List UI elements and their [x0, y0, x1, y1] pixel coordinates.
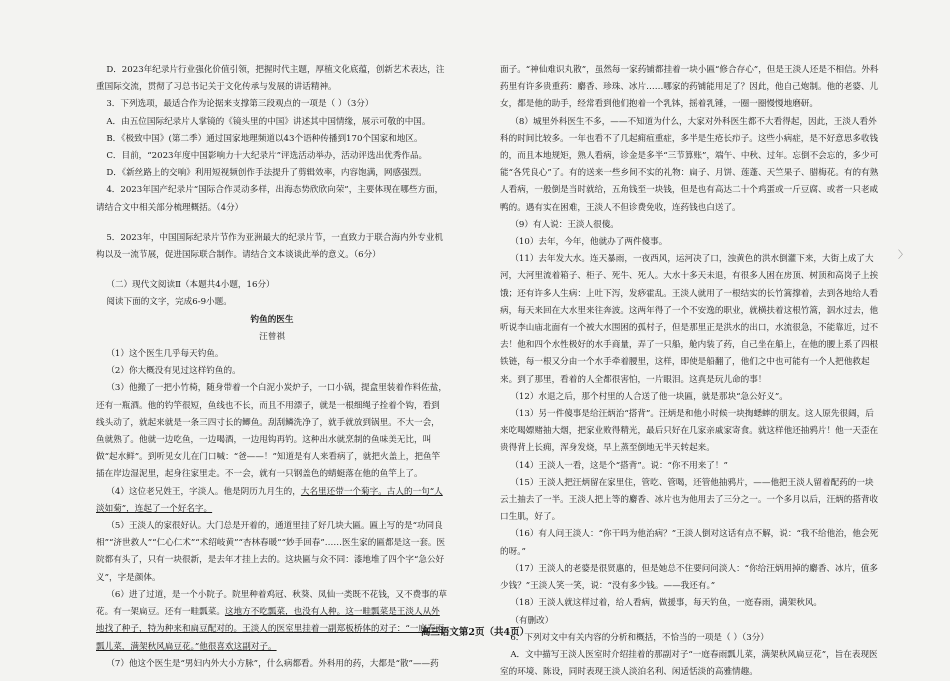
question-3-option-c: C．目前，“2023年度中国影响力十大纪录片”评选活动举办，活动评选出优秀作品。	[106, 151, 428, 162]
passage-paragraph-11: （11）去年发大水。连天暴雨，一夜西风，运河决了口，浊黄色的洪水倒灌下来，大街上成了大河，大河里流着箱子、柜子、死牛、死人。大水十多天未退，有很多人困在房顶、树顶和高岗子上挨饿；还有许多人生病：上吐下泻，发痧霍乱。王淡人就用了一根结实的长竹篙撑着，去到各地给人看病，每天来回在大水里来往奔波。这两年得了一个不安逸的职业，就横扶着这根竹篙，泅水过去，他听说李山庙北面有一个被大水围困的孤村子，但是那里正是洪水的出口，水流很急，不能靠近，过不去！他和四个水性极好的水手商量，弄了一只船，舱内装了药，自己坐在船上，在他的腰上系了四根铁链，每一根又分由一个水手牵着腰里，这样，即使是船翻了，他们之中也可能有一个人把他救起来。到了那里，看着的人全都很害怕，一片眼泪。这真是玩儿命的事！	[500, 254, 879, 385]
right-column	[500, 62, 880, 681]
question-3-option-d: D．《新丝路上的交响》利用短视频创作手法提升了剪辑效率，内容饱满，网感强烈。	[106, 168, 427, 179]
passage-paragraph-6	[96, 587, 448, 656]
passage-paragraph-7: （7）他这个医生是“男妇内外大小方脉”，什么病都看。外科用的药，大都是“散”——药	[106, 658, 439, 669]
question-3: 3．下列选项，最适合作为论据来支撑第三段观点的一项是（ ）（3分）	[106, 99, 374, 110]
passage-paragraph-2: （2）你大概没有见过这样钓鱼的。	[106, 366, 241, 377]
question-3-option-b: B．《极致中国》(第二季）通过国家地理频道以43个语种传播到170个国家和地区。	[106, 133, 423, 144]
paragraph-4-underlined: 大名里还带一个菊字。古人的一句“人淡如菊”，连起了一个好名字。	[96, 486, 443, 514]
passage-paragraph-17: （17）王淡人的老婆是很贤惠的，但是她总不住要问问淡人：“你给汪炳用掉的麝香、冰片，值多少钱？”王淡人笑一笑，说：“没有多少钱。——我还有。”	[500, 563, 878, 592]
paragraph-6-start: （6）进了过道，是一个小院子。院里种着鸡冠、秋葵、凤仙一类既不花钱，又不费事的草花。有一架扁豆。还有一畦瓢菜。	[96, 589, 447, 618]
left-column	[96, 62, 448, 673]
passage-continued: 面子。“神仙难识丸散”，虽然每一家药铺都挂着一块小匾“修合存心”，但是王淡人还是不相信。外科药里有许多贵重药：麝香、珍珠、冰片……哪家的药铺能用足了？因此，他自己炮制。他的老婆、儿女，都是他的助手，经常看到他们抱着一个乳钵，摇着乳锤，一圈一圈慢慢地磨研。	[500, 65, 879, 110]
passage-paragraph-13: （13）另一件傻事是给汪炳治“搭背”。汪炳是和他小时候一块掏蟋蟀的朋友。这人原先很阔，后来吃喝嫖赌抽大烟，把家业败得精光，最后只好在几家亲戚家寄食。就这样他还抽鸦片！他一天歪在贵得背上长痈，浑身发烧，早上蒸至倒地无半天转起来。	[500, 409, 879, 454]
passage-paragraph-15: （15）王淡人把汪炳留在家里住，管吃、管喝，还管他抽鸦片，——他把王淡人留着配药的一块云土抽去了一半。王淡人把上等的麝香、冰片也为他用去了三分之一。一个多月以后，汪炳的搭背收口生肌，好了。	[500, 477, 879, 523]
passage-paragraph-4	[96, 484, 448, 518]
passage-author: 汪曾祺	[259, 331, 285, 342]
passage-paragraph-16: （16）有人问王淡人：“你干吗为他治病？”王淡人倒对这话有点不解，说：“我不给他治，他会死的呀。”	[500, 529, 879, 557]
passage-title: 钓鱼的医生	[250, 314, 294, 325]
question-6-option-a: A．文中描写王淡人医室时介绍挂着的那副对子“一庭春雨瓢儿菜，满架秋风扁豆花”，旨在表现医室的环境、陈设，同时表现王淡人淡泊名利、闲适恬淡的高雅情趣。	[500, 649, 878, 678]
option-d-paragraph: D．2023年纪录片行业强化价值引领，把握时代主题，厚植文化底蕴，创新艺术表达，注重国际交流，贯彻了习总书记关于文化传承与发展的讲话精神。	[96, 65, 445, 93]
section-heading: （二）现代文阅读Ⅱ（本题共4小题，16分）	[106, 280, 275, 291]
paragraph-4-start: （4）这位老兄姓王，字淡人。他是阴历九月生的，	[106, 486, 301, 497]
passage-paragraph-18: （18）王淡人就这样过着，给人看病，做援事，每天钓鱼，一庭春雨，满架秋风。	[510, 598, 823, 609]
passage-paragraph-3: （3）他搬了一把小竹椅，随身带着一个白泥小炭炉子，一口小锅，提盒里装着作料佐盐，还有一瓶酒。他的钓竿很短，鱼线也不长，而且不用漂子，就是一根细绳子拴着个钩，看到线头动了，就起来就是一条三四寸长的鲫鱼。刮刮鳞洗净了，就手就放到锅里。不大一会，鱼就熟了。他就一边吃鱼，一边喝酒，一边甩钩再钓。这种出水就烹制的鱼味美无比，叫做“起水鲜”。到听见女儿在门口喊：“爸——！”知道是有人来看病了，就把火盖上，把鱼竿插在岸边湿泥里，起身往家里走。不一会，就有一只钢盖色的蜻蜓落在他的鱼竿上了。	[96, 383, 447, 480]
source-note: （有删改）	[510, 615, 554, 626]
question-4: 4．2023年国产纪录片“国际合作灵动多样，出海态势欣欣向荣”，主要体现在哪些方面，请结合文中相关部分梳理概括。（4分）	[96, 185, 444, 213]
passage-paragraph-5: （5）王淡人的家很好认。大门总是开着的，通道里挂了好几块大匾。匾上写的是“功同良相”“济世救人”“仁心仁术”“术绍岐黄”“杏林春暖”“妙手回春”……医生家的匾都是这一套。医院都有头了，只有一块很新，是去年才挂上去的。这块匾与众不同：漆地堆了四个字“急公好义”，字是颜体。	[96, 521, 446, 583]
passage-paragraph-1: （1）这个医生几乎每天钓鱼。	[106, 349, 224, 360]
paragraph-6-underlined: 这地方不吃瓢菜，也没有人种。这一畦瓢菜是王淡人从外地找了种子，特为种来和扁豆配对的。王淡人的医室里挂着一副郑板桥体的对子：“一庭春雨瓢儿菜，满架秋风扁豆花。”他很喜欢这副对子。	[96, 607, 445, 652]
passage-paragraph-9: （9）有人说：王淡人很傻。	[510, 219, 619, 230]
margin-mark: 〉	[898, 250, 908, 261]
passage-paragraph-14: （14）王淡人一看，这是个“搭背”。说：“你不用来了！”	[510, 460, 728, 471]
question-3-option-a: A．由五位国际纪录片人掌镜的《镜头里的中国》讲述其中国情缘，展示可敬的中国。	[106, 116, 431, 127]
passage-paragraph-8: （8）城里外科医生不多，——不知道为什么，大家对外科医生都不大看得起，因此，王淡人看外科的时间比较多。一年也看不了几起痈疽重症，多半是生疮长疖子。这些小病症，是不好意思多收钱的，而且本地规矩，熟人看病，诊金是多半“三节算账”，端午、中秋、过年。忘倒不会忘的，多少可能“各凭良心”了。有的送来一些乡间不实的礼物：扁子、月饼、莲蓬、天竺果子、腊梅花。有的有熟人看病，一般倒是当时就给，五角钱至一块钱，但是也有高达二十个鸡蛋或一斤豆腐、或者一只老咸鸭的。遇有实在困难，王淡人不但诊费免收，连药钱也白送了。	[500, 116, 879, 213]
instructions: 阅读下面的文字，完成6-9小题。	[106, 297, 232, 308]
passage-paragraph-10: （10）去年，今年，他就办了两件傻事。	[510, 237, 668, 248]
question-6: 6．下列对文中有关内容的分析和概括，不恰当的一项是（ ）（3分）	[510, 632, 769, 643]
question-5: 5．2023年，中国国际纪录片节作为亚洲最大的纪录片节，一直致力于联合海内外专业机构以及一流节展，促进国际联合制作。请结合文本谈谈此举的意义。（6分）	[96, 232, 444, 261]
page-footer: 高三语文第2页（共4页）	[420, 627, 530, 638]
passage-paragraph-12: （12）水退之后，那个村里的人合送了他一块匾，就是那块“急公好义”。	[510, 391, 788, 402]
